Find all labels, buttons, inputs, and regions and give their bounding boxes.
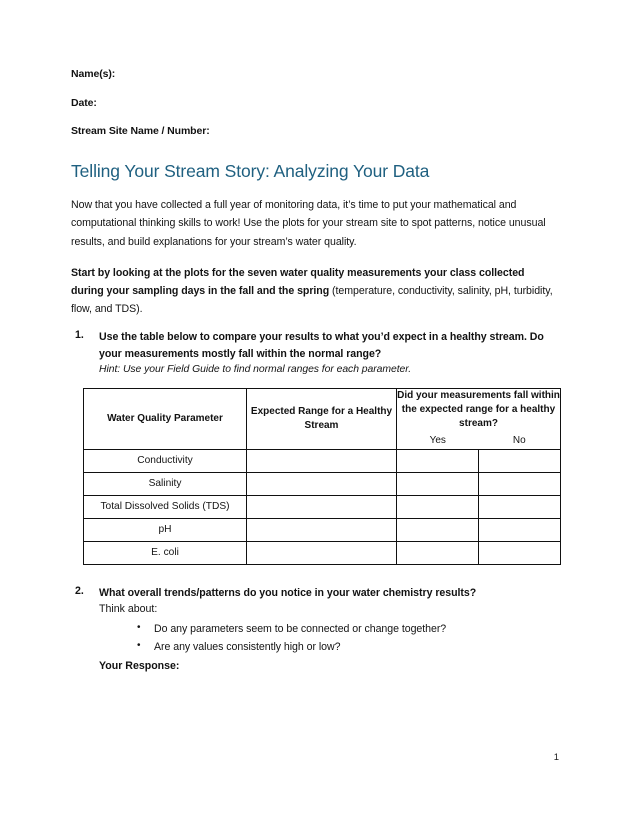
- row-parameter-ecoli: E. coli: [84, 541, 247, 564]
- row-yes-conductivity[interactable]: [397, 449, 479, 472]
- question-1-text: Use the table below to compare your results to what you’d expect in a healthy stream. Do your measurements mostly fall within the normal range?: [99, 331, 544, 360]
- row-yes-ecoli[interactable]: [397, 541, 479, 564]
- table-row: [84, 518, 561, 541]
- table-row: [84, 472, 561, 495]
- row-expected-range-tds[interactable]: [247, 495, 397, 518]
- row-expected-range-salinity[interactable]: [247, 472, 397, 495]
- question-1: [71, 329, 558, 379]
- row-expected-range-ecoli[interactable]: [247, 541, 397, 564]
- question-2-bullet-list: [99, 620, 558, 656]
- date-field-label: Date:: [71, 96, 97, 109]
- list-item: • Do any parameters seem to be connected or change together?: [137, 620, 558, 638]
- water-quality-table: [83, 388, 561, 565]
- row-parameter-conductivity: Conductivity: [84, 449, 247, 472]
- instruction-bold: Start by looking at the plots for the seven water quality measurements your class collected during your sampling days in the fall and the spring: [71, 266, 525, 297]
- table-header-within-range-text: Did your measurements fall within the expected range for a healthy stream?: [397, 389, 560, 429]
- question-2: [71, 585, 558, 675]
- table-header-within-range: [397, 388, 561, 449]
- table-header-yes: Yes: [429, 434, 446, 446]
- question-2-text: What overall trends/patterns do you notice in your water chemistry results?: [99, 586, 477, 599]
- table-header-yes-no-row: [397, 434, 560, 449]
- row-parameter-ph: pH: [84, 518, 247, 541]
- question-1-number: 1.: [75, 329, 84, 342]
- row-yes-ph[interactable]: [397, 518, 479, 541]
- question-2-number: 2.: [75, 584, 84, 597]
- instruction-paragraph: [71, 264, 558, 319]
- instruction-normal: (temperature, conductivity, salinity, pH, turbidity, flow, and TDS).: [71, 285, 553, 316]
- intro-paragraph: Now that you have collected a full year of monitoring data, it’s time to put your mathematical and computational thinking skills to work! Use the plots for your stream site to spot patterns, notice unusual results, and build explanations for your stream’s water quality.: [71, 199, 546, 248]
- table-header-expected-range: Expected Range for a Healthy Stream: [247, 388, 397, 449]
- stream-site-field-label: Stream Site Name / Number:: [71, 125, 210, 138]
- table-header-row: [84, 388, 561, 449]
- row-parameter-tds: Total Dissolved Solids (TDS): [84, 495, 247, 518]
- question-1-hint: Hint: Use your Field Guide to find normal ranges for each parameter.: [99, 364, 412, 376]
- table-row: [84, 541, 561, 564]
- row-parameter-salinity: Salinity: [84, 472, 247, 495]
- table-header-parameter: Water Quality Parameter: [84, 388, 247, 449]
- table-row: [84, 495, 561, 518]
- row-yes-salinity[interactable]: [397, 472, 479, 495]
- name-field-label: Name(s):: [71, 68, 116, 80]
- table-header-no: No: [512, 434, 526, 446]
- row-no-conductivity[interactable]: [479, 449, 561, 472]
- document-content: [71, 68, 558, 678]
- page-number: 1: [553, 752, 559, 763]
- row-no-salinity[interactable]: [479, 472, 561, 495]
- water-quality-table-wrapper: [83, 388, 560, 565]
- row-no-ph[interactable]: [479, 518, 561, 541]
- page-title: Telling Your Stream Story: Analyzing Your Data: [71, 161, 430, 182]
- question-2-subprompt: Think about:: [99, 603, 158, 616]
- row-no-ecoli[interactable]: [479, 541, 561, 564]
- table-row: [84, 449, 561, 472]
- list-item: • Are any values consistently high or low?: [137, 638, 558, 656]
- question-2-response-label: Your Response:: [99, 659, 180, 672]
- row-expected-range-conductivity[interactable]: [247, 449, 397, 472]
- row-no-tds[interactable]: [479, 495, 561, 518]
- row-yes-tds[interactable]: [397, 495, 479, 518]
- row-expected-range-ph[interactable]: [247, 518, 397, 541]
